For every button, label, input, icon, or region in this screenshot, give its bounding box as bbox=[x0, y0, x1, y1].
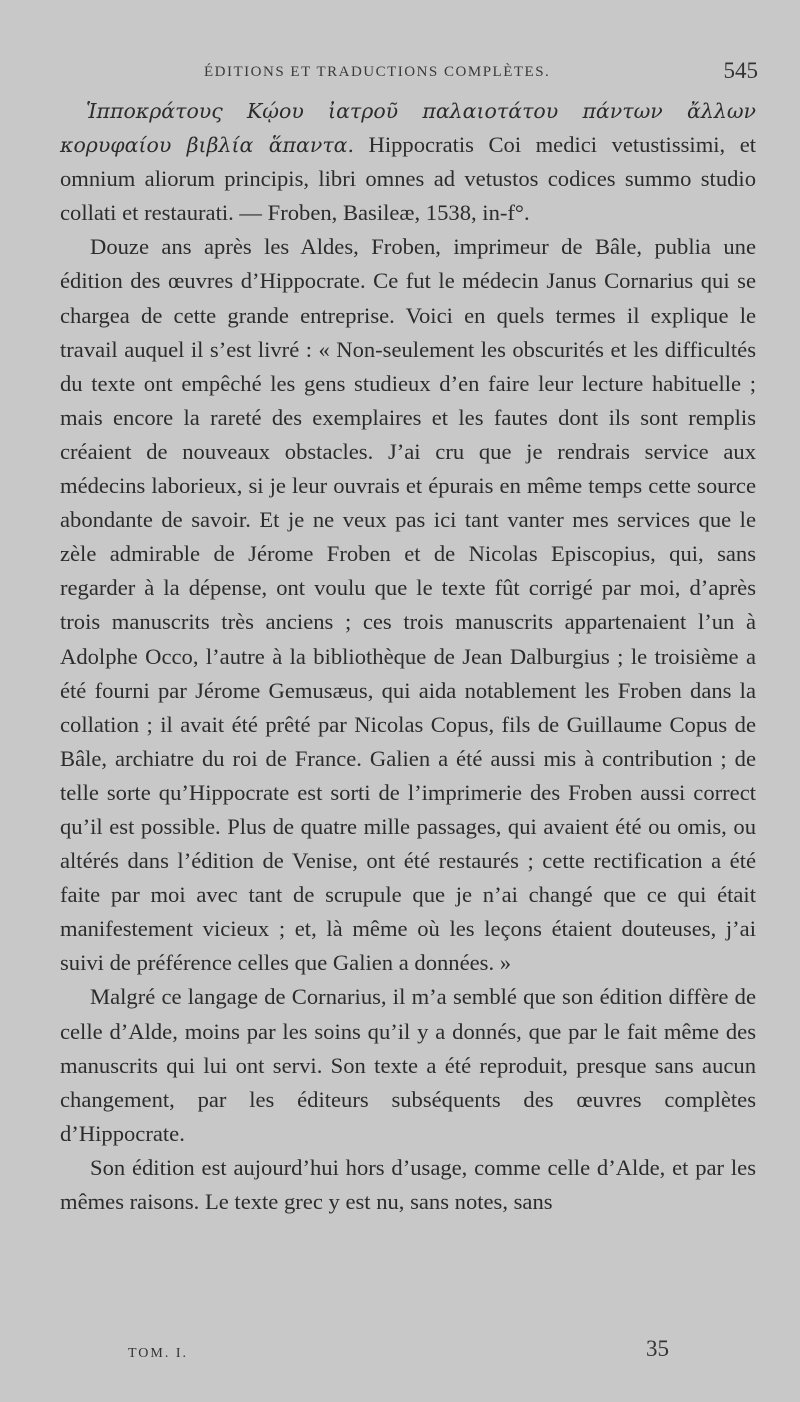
page-number: 545 bbox=[723, 58, 758, 83]
main-text bbox=[60, 94, 756, 1219]
page-footer bbox=[60, 1336, 758, 1368]
volume-mark: TOM. I. bbox=[128, 1346, 189, 1361]
page-header bbox=[60, 58, 758, 90]
paragraph: Douze ans après les Aldes, Froben, imprimeur de Bâle, publia une édition des œuvres d’Hippocrate. Ce fut le médecin Janus Cornarius qui se chargea de cette grande entreprise. Voici en quels termes il explique le travail auquel il s’est livré : « Non-seulement les obscurités et les difficultés du texte ont empêché les gens studieux d’en faire leur lecture habituelle ; mais encore la rareté des exemplaires et les fautes dont ils sont remplis créaient de nouveaux obstacles. J’ai cru que je rendrais service aux médecins laborieux, si je leur ouvrais et épurais en même temps cette source abondante de savoir. Et je ne veux pas ici tant vanter mes services que le zèle admirable de Jérome Froben et de Nicolas Episcopius, qui, sans regarder à la dépense, ont voulu que le texte fût corrigé par moi, d’après trois manuscrits très anciens ; ces trois manuscrits appartenaient l’un à Adolphe Occo, l’autre à la bibliothèque de Jean Dalburgius ; le troisième a été fourni par Jérome Gemusæus, qui aida notablement les Froben dans la collation ; il avait été prêté par Nicolas Copus, fils de Guillaume Copus de Bâle, archiatre du roi de France. Galien a été aussi mis à contribution ; de telle sorte qu’Hippocrate est sorti de l’imprimerie des Froben aussi correct qu’il est possible. Plus de quatre mille passages, qui avaient été ou omis, ou altérés dans l’édition de Venise, ont été restaurés ; cette rectification a été faite par moi avec tant de scrupule que je n’ai changé que ce qui était manifestement vicieux ; et, là même où les leçons étaient douteuses, j’ai suivi de préférence celles que Galien a données. » bbox=[60, 234, 756, 976]
greek-title: Ἱπποκράτους Κῴου ἰατροῦ παλαιοτάτου πάντων ἄλλων κορυφαίου βιβλία ἅπαντα. bbox=[60, 99, 756, 158]
paragraph: Son édition est aujourd’hui hors d’usage, comme celle d’Alde, et par les mêmes raisons. Le texte grec y est nu, sans notes, sans bbox=[60, 1154, 756, 1214]
latin-citation: Hippocratis Coi medici vetustissimi, et omnium aliorum principis, libri omnes ad vetustos codices summo studio collati et restaurati. — Froben, Basileæ, 1538, in-f°. bbox=[60, 132, 756, 226]
signature-mark: 35 bbox=[646, 1336, 669, 1361]
paragraph: Malgré ce langage de Cornarius, il m’a semblé que son édition diffère de celle d’Alde, moins par les soins qu’il y a donnés, que par le fait même des manuscrits qui lui ont servi. Son texte a été reproduit, presque sans aucun changement, par les éditeurs subséquents des œuvres complètes d’Hippocrate. bbox=[60, 984, 756, 1146]
bibliographic-entry bbox=[60, 94, 756, 230]
running-head: ÉDITIONS ET TRADUCTIONS COMPLÈTES. bbox=[204, 64, 551, 80]
